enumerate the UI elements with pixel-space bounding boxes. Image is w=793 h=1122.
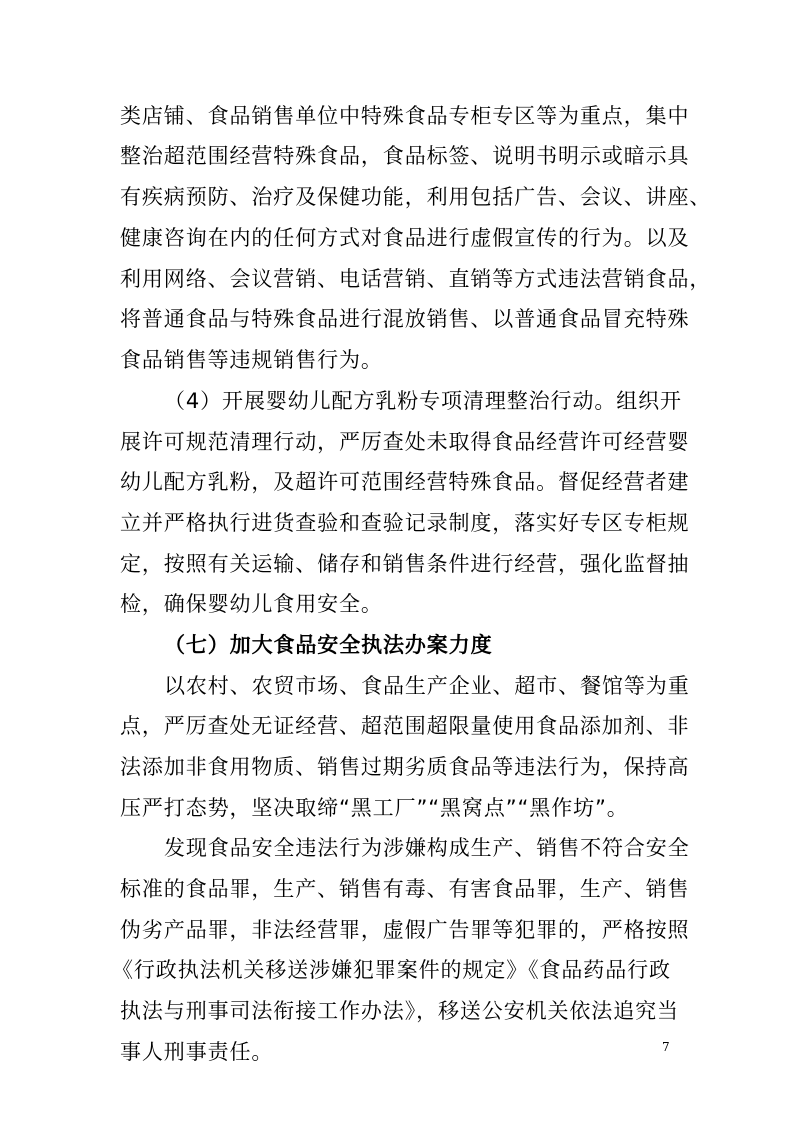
paragraph-line: 发现食品安全违法行为涉嫌构成生产、销售不符合安全	[164, 836, 690, 860]
paragraph-line: 将普通食品与特殊食品进行混放销售、以普通食品冒充特殊	[120, 307, 690, 331]
paragraph-line: 伪劣产品罪，非法经营罪，虚假广告罪等犯罪的，严格按照	[120, 918, 690, 942]
paragraph-line: 食品销售等违规销售行为。	[120, 348, 383, 372]
paragraph-line: 健康咨询在内的任何方式对食品进行虚假宣传的行为。以及	[120, 226, 690, 250]
section-heading: （七）加大食品安全执法办案力度	[164, 633, 493, 657]
paragraph-line: 幼儿配方乳粉，及超许可范围经营特殊食品。督促经营者建	[120, 470, 690, 494]
page-number: 7	[662, 1040, 670, 1054]
paragraph-line: 执法与刑事司法衔接工作办法》，移送公安机关依法追究当	[120, 999, 679, 1023]
paragraph-line: 《行政执法机关移送涉嫌犯罪案件的规定》《食品药品行政	[112, 958, 671, 982]
paragraph-line: 定，按照有关运输、储存和销售条件进行经营，强化监督抽	[120, 552, 690, 576]
paragraph-line: 检，确保婴幼儿食用安全。	[120, 592, 383, 616]
paragraph-line: 展许可规范清理行动，严厉查处未取得食品经营许可经营婴	[120, 430, 690, 454]
paragraph-line: 立并严格执行进货查验和查验记录制度，落实好专区专柜规	[120, 511, 690, 535]
paragraph-line: 整治超范围经营特殊食品，食品标签、说明书明示或暗示具	[120, 144, 690, 168]
paragraph-line: 事人刑事责任。	[120, 1040, 274, 1064]
paragraph-line: 法添加非食用物质、销售过期劣质食品等违法行为，保持高	[120, 755, 690, 779]
paragraph-line: 有疾病预防、治疗及保健功能，利用包括广告、会议、讲座、	[120, 185, 712, 209]
paragraph-line: （4）开展婴幼儿配方乳粉专项清理整治行动。组织开	[164, 389, 682, 413]
paragraph-line: 点，严厉查处无证经营、超范围超限量使用食品添加剂、非	[120, 714, 690, 738]
paragraph-line: 类店铺、食品销售单位中特殊食品专柜专区等为重点，集中	[120, 104, 690, 128]
paragraph-line: 以农村、农贸市场、食品生产企业、超市、餐馆等为重	[164, 674, 690, 698]
paragraph-line: 压严打态势，坚决取缔“黑工厂”“黑窝点”“黑作坊”。	[120, 796, 629, 820]
paragraph-line: 标准的食品罪，生产、销售有毒、有害食品罪，生产、销售	[120, 877, 690, 901]
paragraph-line: 利用网络、会议营销、电话营销、直销等方式违法营销食品，	[120, 267, 712, 291]
